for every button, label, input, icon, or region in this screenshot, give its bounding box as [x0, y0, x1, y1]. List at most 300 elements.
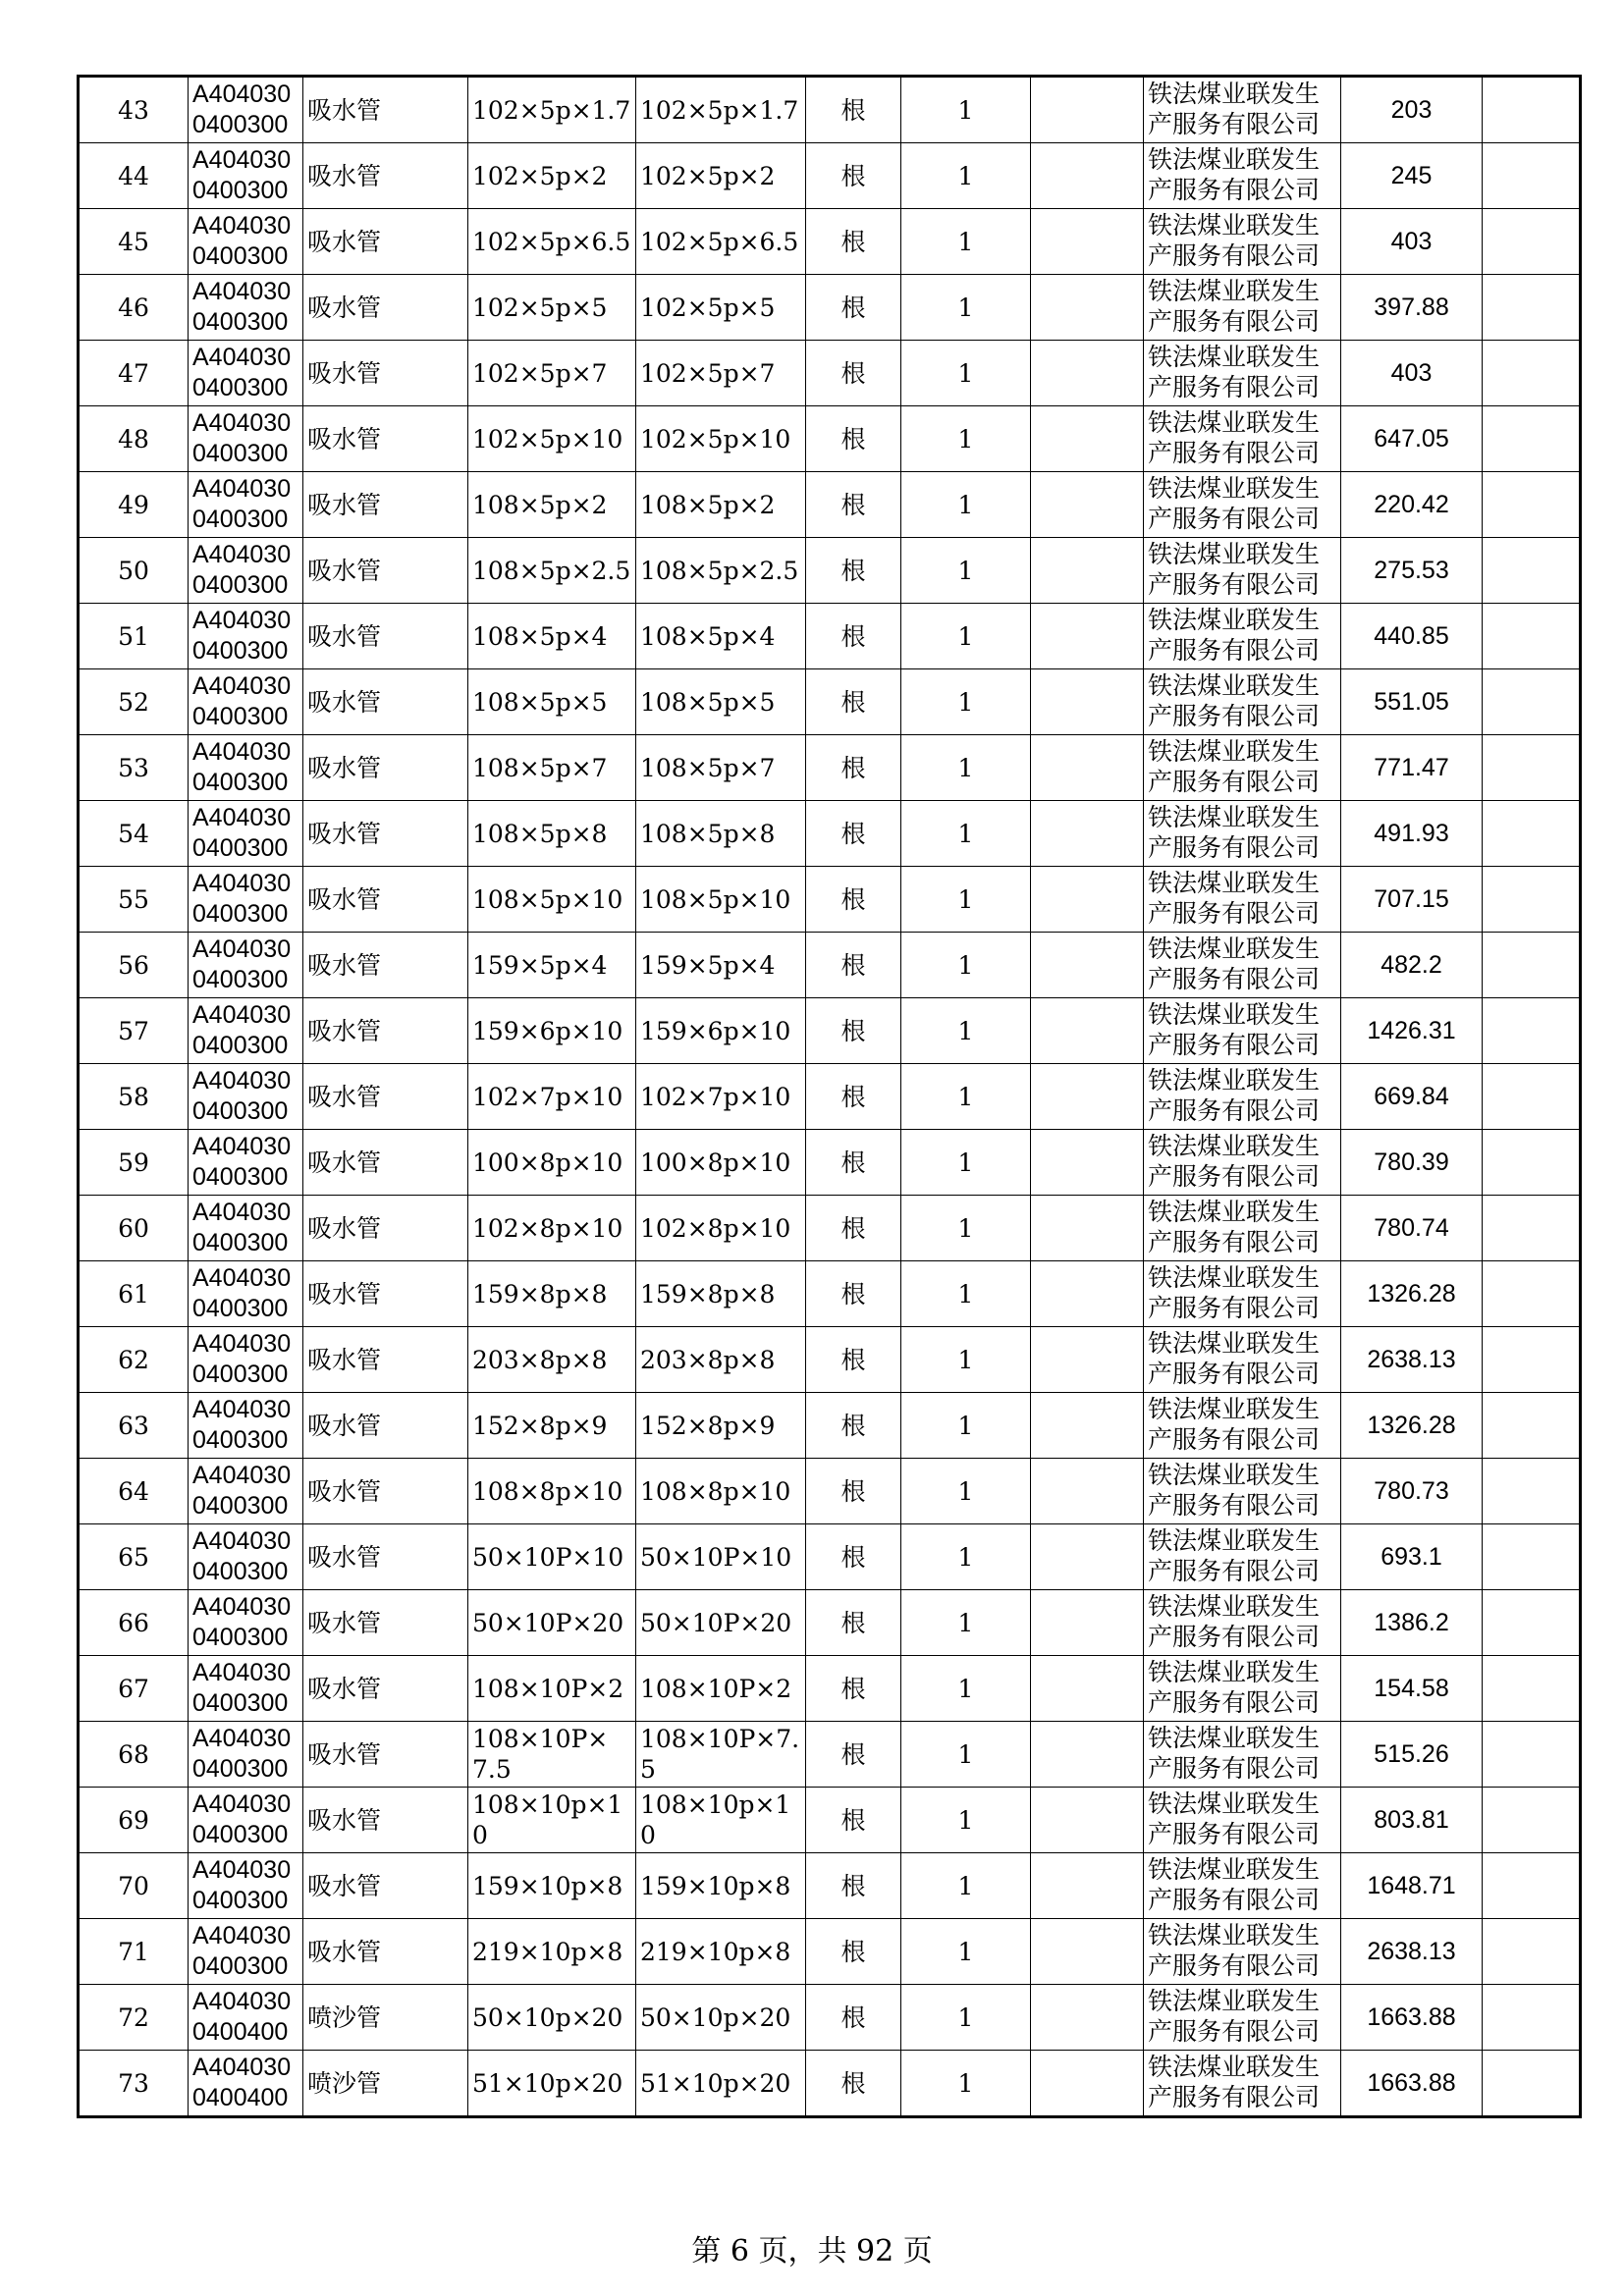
vendor-name: 铁法煤业联发生产服务有限公司 [1144, 1327, 1341, 1393]
model: 51×10p×20 [636, 2051, 806, 2117]
model: 102×5p×5 [636, 275, 806, 341]
table-row [79, 1919, 1581, 1985]
material-code: A4040300400300 [189, 1393, 303, 1459]
remark-cell [1483, 1524, 1581, 1590]
material-code: A4040300400300 [189, 1590, 303, 1656]
model: 102×7p×10 [636, 1064, 806, 1130]
remark-cell [1483, 1722, 1581, 1788]
unit: 根 [806, 1064, 901, 1130]
unit: 根 [806, 1393, 901, 1459]
vendor-name: 铁法煤业联发生产服务有限公司 [1144, 1524, 1341, 1590]
specification: 102×5p×5 [468, 275, 636, 341]
vendor-name: 铁法煤业联发生产服务有限公司 [1144, 1196, 1341, 1261]
remark-cell [1483, 1985, 1581, 2051]
material-name: 吸水管 [303, 1590, 468, 1656]
model: 108×10P×2 [636, 1656, 806, 1722]
model: 108×10P×7.5 [636, 1722, 806, 1788]
material-name: 吸水管 [303, 143, 468, 209]
row-number: 69 [79, 1788, 189, 1853]
material-name: 吸水管 [303, 1656, 468, 1722]
row-number: 54 [79, 801, 189, 867]
unit: 根 [806, 1524, 901, 1590]
vendor-name: 铁法煤业联发生产服务有限公司 [1144, 867, 1341, 933]
quantity: 1 [901, 1524, 1031, 1590]
unit: 根 [806, 209, 901, 275]
quantity: 1 [901, 735, 1031, 801]
quantity: 1 [901, 77, 1031, 143]
specification: 108×5p×2 [468, 472, 636, 538]
material-code: A4040300400300 [189, 1261, 303, 1327]
vendor-name: 铁法煤业联发生产服务有限公司 [1144, 538, 1341, 604]
quantity: 1 [901, 669, 1031, 735]
row-number: 65 [79, 1524, 189, 1590]
model: 108×5p×7 [636, 735, 806, 801]
material-code: A4040300400300 [189, 867, 303, 933]
blank-cell [1031, 1196, 1144, 1261]
model: 159×6p×10 [636, 998, 806, 1064]
quantity: 1 [901, 1656, 1031, 1722]
material-code: A4040300400300 [189, 735, 303, 801]
blank-cell [1031, 1919, 1144, 1985]
specification: 108×5p×5 [468, 669, 636, 735]
table-row [79, 1656, 1581, 1722]
row-number: 43 [79, 77, 189, 143]
model: 50×10P×10 [636, 1524, 806, 1590]
unit-price: 220.42 [1341, 472, 1483, 538]
remark-cell [1483, 867, 1581, 933]
blank-cell [1031, 933, 1144, 998]
model: 108×5p×8 [636, 801, 806, 867]
unit-price: 2638.13 [1341, 1327, 1483, 1393]
table-row [79, 669, 1581, 735]
material-name: 吸水管 [303, 998, 468, 1064]
unit-price: 780.39 [1341, 1130, 1483, 1196]
table-row [79, 341, 1581, 406]
blank-cell [1031, 1590, 1144, 1656]
unit-price: 245 [1341, 143, 1483, 209]
model: 102×5p×2 [636, 143, 806, 209]
model: 102×8p×10 [636, 1196, 806, 1261]
unit-price: 1386.2 [1341, 1590, 1483, 1656]
vendor-name: 铁法煤业联发生产服务有限公司 [1144, 1130, 1341, 1196]
material-code: A4040300400300 [189, 604, 303, 669]
material-code: A4040300400300 [189, 1130, 303, 1196]
model: 102×5p×7 [636, 341, 806, 406]
row-number: 68 [79, 1722, 189, 1788]
unit: 根 [806, 1327, 901, 1393]
unit-price: 482.2 [1341, 933, 1483, 998]
quantity: 1 [901, 801, 1031, 867]
blank-cell [1031, 801, 1144, 867]
model: 102×5p×6.5 [636, 209, 806, 275]
unit-price: 1663.88 [1341, 2051, 1483, 2117]
remark-cell [1483, 801, 1581, 867]
specification: 102×5p×1.7 [468, 77, 636, 143]
material-name: 吸水管 [303, 538, 468, 604]
model: 219×10p×8 [636, 1919, 806, 1985]
blank-cell [1031, 1985, 1144, 2051]
model: 50×10P×20 [636, 1590, 806, 1656]
blank-cell [1031, 77, 1144, 143]
blank-cell [1031, 1853, 1144, 1919]
table-row [79, 472, 1581, 538]
row-number: 56 [79, 933, 189, 998]
specification: 108×5p×2.5 [468, 538, 636, 604]
blank-cell [1031, 867, 1144, 933]
specification: 50×10p×20 [468, 1985, 636, 2051]
vendor-name: 铁法煤业联发生产服务有限公司 [1144, 406, 1341, 472]
table-row [79, 1261, 1581, 1327]
material-name: 喷沙管 [303, 2051, 468, 2117]
unit-price: 693.1 [1341, 1524, 1483, 1590]
blank-cell [1031, 998, 1144, 1064]
blank-cell [1031, 406, 1144, 472]
material-code: A4040300400300 [189, 1459, 303, 1524]
row-number: 67 [79, 1656, 189, 1722]
blank-cell [1031, 1788, 1144, 1853]
material-name: 吸水管 [303, 604, 468, 669]
unit: 根 [806, 867, 901, 933]
table-row [79, 604, 1581, 669]
material-code: A4040300400300 [189, 1064, 303, 1130]
unit: 根 [806, 538, 901, 604]
unit-price: 203 [1341, 77, 1483, 143]
row-number: 60 [79, 1196, 189, 1261]
remark-cell [1483, 1590, 1581, 1656]
material-code: A4040300400300 [189, 1788, 303, 1853]
quantity: 1 [901, 933, 1031, 998]
vendor-name: 铁法煤业联发生产服务有限公司 [1144, 1064, 1341, 1130]
material-code: A4040300400300 [189, 933, 303, 998]
remark-cell [1483, 538, 1581, 604]
row-number: 58 [79, 1064, 189, 1130]
remark-cell [1483, 1261, 1581, 1327]
remark-cell [1483, 341, 1581, 406]
unit-price: 707.15 [1341, 867, 1483, 933]
row-number: 71 [79, 1919, 189, 1985]
remark-cell [1483, 669, 1581, 735]
table-row [79, 1985, 1581, 2051]
unit: 根 [806, 77, 901, 143]
material-code: A4040300400300 [189, 538, 303, 604]
table-row [79, 933, 1581, 998]
vendor-name: 铁法煤业联发生产服务有限公司 [1144, 1919, 1341, 1985]
material-code: A4040300400300 [189, 1853, 303, 1919]
material-name: 吸水管 [303, 341, 468, 406]
table-row [79, 1590, 1581, 1656]
quantity: 1 [901, 1590, 1031, 1656]
blank-cell [1031, 472, 1144, 538]
row-number: 57 [79, 998, 189, 1064]
remark-cell [1483, 1196, 1581, 1261]
model: 108×8p×10 [636, 1459, 806, 1524]
unit-price: 275.53 [1341, 538, 1483, 604]
table-row [79, 1130, 1581, 1196]
quantity: 1 [901, 472, 1031, 538]
unit-price: 515.26 [1341, 1722, 1483, 1788]
model: 50×10p×20 [636, 1985, 806, 2051]
table-row [79, 1853, 1581, 1919]
specification: 102×5p×7 [468, 341, 636, 406]
unit: 根 [806, 143, 901, 209]
material-code: A4040300400300 [189, 143, 303, 209]
material-name: 吸水管 [303, 77, 468, 143]
material-name: 吸水管 [303, 1064, 468, 1130]
specification: 108×5p×10 [468, 867, 636, 933]
material-code: A4040300400300 [189, 1196, 303, 1261]
remark-cell [1483, 209, 1581, 275]
quantity: 1 [901, 1919, 1031, 1985]
table-row [79, 209, 1581, 275]
row-number: 59 [79, 1130, 189, 1196]
blank-cell [1031, 669, 1144, 735]
specification: 159×8p×8 [468, 1261, 636, 1327]
table-row [79, 1196, 1581, 1261]
model: 159×10p×8 [636, 1853, 806, 1919]
remark-cell [1483, 604, 1581, 669]
specification: 152×8p×9 [468, 1393, 636, 1459]
material-name: 吸水管 [303, 1196, 468, 1261]
row-number: 44 [79, 143, 189, 209]
quantity: 1 [901, 275, 1031, 341]
unit: 根 [806, 2051, 901, 2117]
specification: 108×10p×10 [468, 1788, 636, 1853]
material-code: A4040300400300 [189, 1327, 303, 1393]
material-code: A4040300400300 [189, 1919, 303, 1985]
unit: 根 [806, 933, 901, 998]
remark-cell [1483, 1327, 1581, 1393]
table-row [79, 406, 1581, 472]
vendor-name: 铁法煤业联发生产服务有限公司 [1144, 143, 1341, 209]
unit: 根 [806, 1196, 901, 1261]
specification: 108×10P×7.5 [468, 1722, 636, 1788]
table-body [79, 77, 1581, 2117]
vendor-name: 铁法煤业联发生产服务有限公司 [1144, 472, 1341, 538]
unit: 根 [806, 1590, 901, 1656]
table-row [79, 1327, 1581, 1393]
vendor-name: 铁法煤业联发生产服务有限公司 [1144, 1985, 1341, 2051]
quantity: 1 [901, 1130, 1031, 1196]
material-name: 吸水管 [303, 406, 468, 472]
unit-price: 403 [1341, 209, 1483, 275]
model: 100×8p×10 [636, 1130, 806, 1196]
table-row [79, 1459, 1581, 1524]
specification: 100×8p×10 [468, 1130, 636, 1196]
material-name: 吸水管 [303, 1261, 468, 1327]
material-name: 吸水管 [303, 1788, 468, 1853]
model: 108×10p×10 [636, 1788, 806, 1853]
row-number: 49 [79, 472, 189, 538]
model: 108×5p×10 [636, 867, 806, 933]
unit: 根 [806, 604, 901, 669]
material-name: 吸水管 [303, 1919, 468, 1985]
specification: 51×10p×20 [468, 2051, 636, 2117]
vendor-name: 铁法煤业联发生产服务有限公司 [1144, 1590, 1341, 1656]
quantity: 1 [901, 867, 1031, 933]
specification: 159×10p×8 [468, 1853, 636, 1919]
model: 102×5p×1.7 [636, 77, 806, 143]
table-row [79, 1064, 1581, 1130]
material-code: A4040300400300 [189, 669, 303, 735]
unit: 根 [806, 735, 901, 801]
unit-price: 1648.71 [1341, 1853, 1483, 1919]
material-code: A4040300400300 [189, 998, 303, 1064]
specification: 108×5p×7 [468, 735, 636, 801]
specification: 50×10P×20 [468, 1590, 636, 1656]
unit-price: 1326.28 [1341, 1393, 1483, 1459]
table-row [79, 998, 1581, 1064]
quantity: 1 [901, 998, 1031, 1064]
unit-price: 780.73 [1341, 1459, 1483, 1524]
material-code: A4040300400300 [189, 77, 303, 143]
material-name: 吸水管 [303, 1130, 468, 1196]
vendor-name: 铁法煤业联发生产服务有限公司 [1144, 1788, 1341, 1853]
model: 159×5p×4 [636, 933, 806, 998]
remark-cell [1483, 2051, 1581, 2117]
specification: 50×10P×10 [468, 1524, 636, 1590]
unit-price: 780.74 [1341, 1196, 1483, 1261]
quantity: 1 [901, 538, 1031, 604]
material-name: 吸水管 [303, 472, 468, 538]
page-footer: 第 6 页，共 92 页 [691, 2234, 933, 2269]
material-name: 吸水管 [303, 209, 468, 275]
material-name: 吸水管 [303, 801, 468, 867]
material-name: 吸水管 [303, 669, 468, 735]
material-code: A4040300400300 [189, 275, 303, 341]
quantity: 1 [901, 604, 1031, 669]
material-name: 吸水管 [303, 1459, 468, 1524]
specification: 108×8p×10 [468, 1459, 636, 1524]
remark-cell [1483, 1393, 1581, 1459]
quantity: 1 [901, 1459, 1031, 1524]
material-name: 吸水管 [303, 275, 468, 341]
unit-price: 154.58 [1341, 1656, 1483, 1722]
unit-price: 1426.31 [1341, 998, 1483, 1064]
quantity: 1 [901, 1853, 1031, 1919]
table-row [79, 2051, 1581, 2117]
remark-cell [1483, 1064, 1581, 1130]
unit: 根 [806, 1919, 901, 1985]
material-name: 吸水管 [303, 1853, 468, 1919]
remark-cell [1483, 1130, 1581, 1196]
material-name: 吸水管 [303, 735, 468, 801]
row-number: 70 [79, 1853, 189, 1919]
material-name: 吸水管 [303, 1327, 468, 1393]
model: 102×5p×10 [636, 406, 806, 472]
blank-cell [1031, 143, 1144, 209]
vendor-name: 铁法煤业联发生产服务有限公司 [1144, 275, 1341, 341]
blank-cell [1031, 275, 1144, 341]
unit-price: 1663.88 [1341, 1985, 1483, 2051]
unit: 根 [806, 275, 901, 341]
unit: 根 [806, 1130, 901, 1196]
blank-cell [1031, 1064, 1144, 1130]
quantity: 1 [901, 1985, 1031, 2051]
row-number: 52 [79, 669, 189, 735]
unit: 根 [806, 341, 901, 406]
unit-price: 491.93 [1341, 801, 1483, 867]
remark-cell [1483, 1853, 1581, 1919]
quantity: 1 [901, 1064, 1031, 1130]
model: 108×5p×5 [636, 669, 806, 735]
row-number: 53 [79, 735, 189, 801]
table-row [79, 1722, 1581, 1788]
vendor-name: 铁法煤业联发生产服务有限公司 [1144, 1261, 1341, 1327]
quantity: 1 [901, 406, 1031, 472]
quantity: 1 [901, 1722, 1031, 1788]
unit-price: 647.05 [1341, 406, 1483, 472]
quantity: 1 [901, 1788, 1031, 1853]
material-code: A4040300400300 [189, 1656, 303, 1722]
unit: 根 [806, 1656, 901, 1722]
specification: 102×5p×2 [468, 143, 636, 209]
vendor-name: 铁法煤业联发生产服务有限公司 [1144, 2051, 1341, 2117]
row-number: 61 [79, 1261, 189, 1327]
row-number: 46 [79, 275, 189, 341]
table-row [79, 538, 1581, 604]
unit-price: 1326.28 [1341, 1261, 1483, 1327]
blank-cell [1031, 341, 1144, 406]
vendor-name: 铁法煤业联发生产服务有限公司 [1144, 933, 1341, 998]
row-number: 51 [79, 604, 189, 669]
unit-price: 803.81 [1341, 1788, 1483, 1853]
quantity: 1 [901, 341, 1031, 406]
table-row [79, 143, 1581, 209]
remark-cell [1483, 1459, 1581, 1524]
blank-cell [1031, 1459, 1144, 1524]
material-code: A4040300400300 [189, 1524, 303, 1590]
model: 108×5p×2 [636, 472, 806, 538]
vendor-name: 铁法煤业联发生产服务有限公司 [1144, 209, 1341, 275]
vendor-name: 铁法煤业联发生产服务有限公司 [1144, 735, 1341, 801]
unit: 根 [806, 1788, 901, 1853]
quantity: 1 [901, 1393, 1031, 1459]
material-code: A4040300400300 [189, 406, 303, 472]
table-row [79, 275, 1581, 341]
vendor-name: 铁法煤业联发生产服务有限公司 [1144, 1853, 1341, 1919]
material-code: A4040300400400 [189, 2051, 303, 2117]
unit: 根 [806, 1459, 901, 1524]
unit: 根 [806, 406, 901, 472]
material-code: A4040300400300 [189, 209, 303, 275]
specification: 102×5p×10 [468, 406, 636, 472]
table-row [79, 1788, 1581, 1853]
remark-cell [1483, 275, 1581, 341]
specification: 102×8p×10 [468, 1196, 636, 1261]
blank-cell [1031, 1524, 1144, 1590]
vendor-name: 铁法煤业联发生产服务有限公司 [1144, 801, 1341, 867]
quantity: 1 [901, 143, 1031, 209]
material-code: A4040300400300 [189, 801, 303, 867]
material-name: 吸水管 [303, 1722, 468, 1788]
blank-cell [1031, 604, 1144, 669]
specification: 102×5p×6.5 [468, 209, 636, 275]
blank-cell [1031, 2051, 1144, 2117]
row-number: 50 [79, 538, 189, 604]
remark-cell [1483, 735, 1581, 801]
unit-price: 2638.13 [1341, 1919, 1483, 1985]
table-row [79, 1524, 1581, 1590]
blank-cell [1031, 735, 1144, 801]
blank-cell [1031, 1130, 1144, 1196]
remark-cell [1483, 998, 1581, 1064]
vendor-name: 铁法煤业联发生产服务有限公司 [1144, 1722, 1341, 1788]
row-number: 48 [79, 406, 189, 472]
model: 108×5p×4 [636, 604, 806, 669]
unit: 根 [806, 669, 901, 735]
specification: 159×5p×4 [468, 933, 636, 998]
row-number: 66 [79, 1590, 189, 1656]
